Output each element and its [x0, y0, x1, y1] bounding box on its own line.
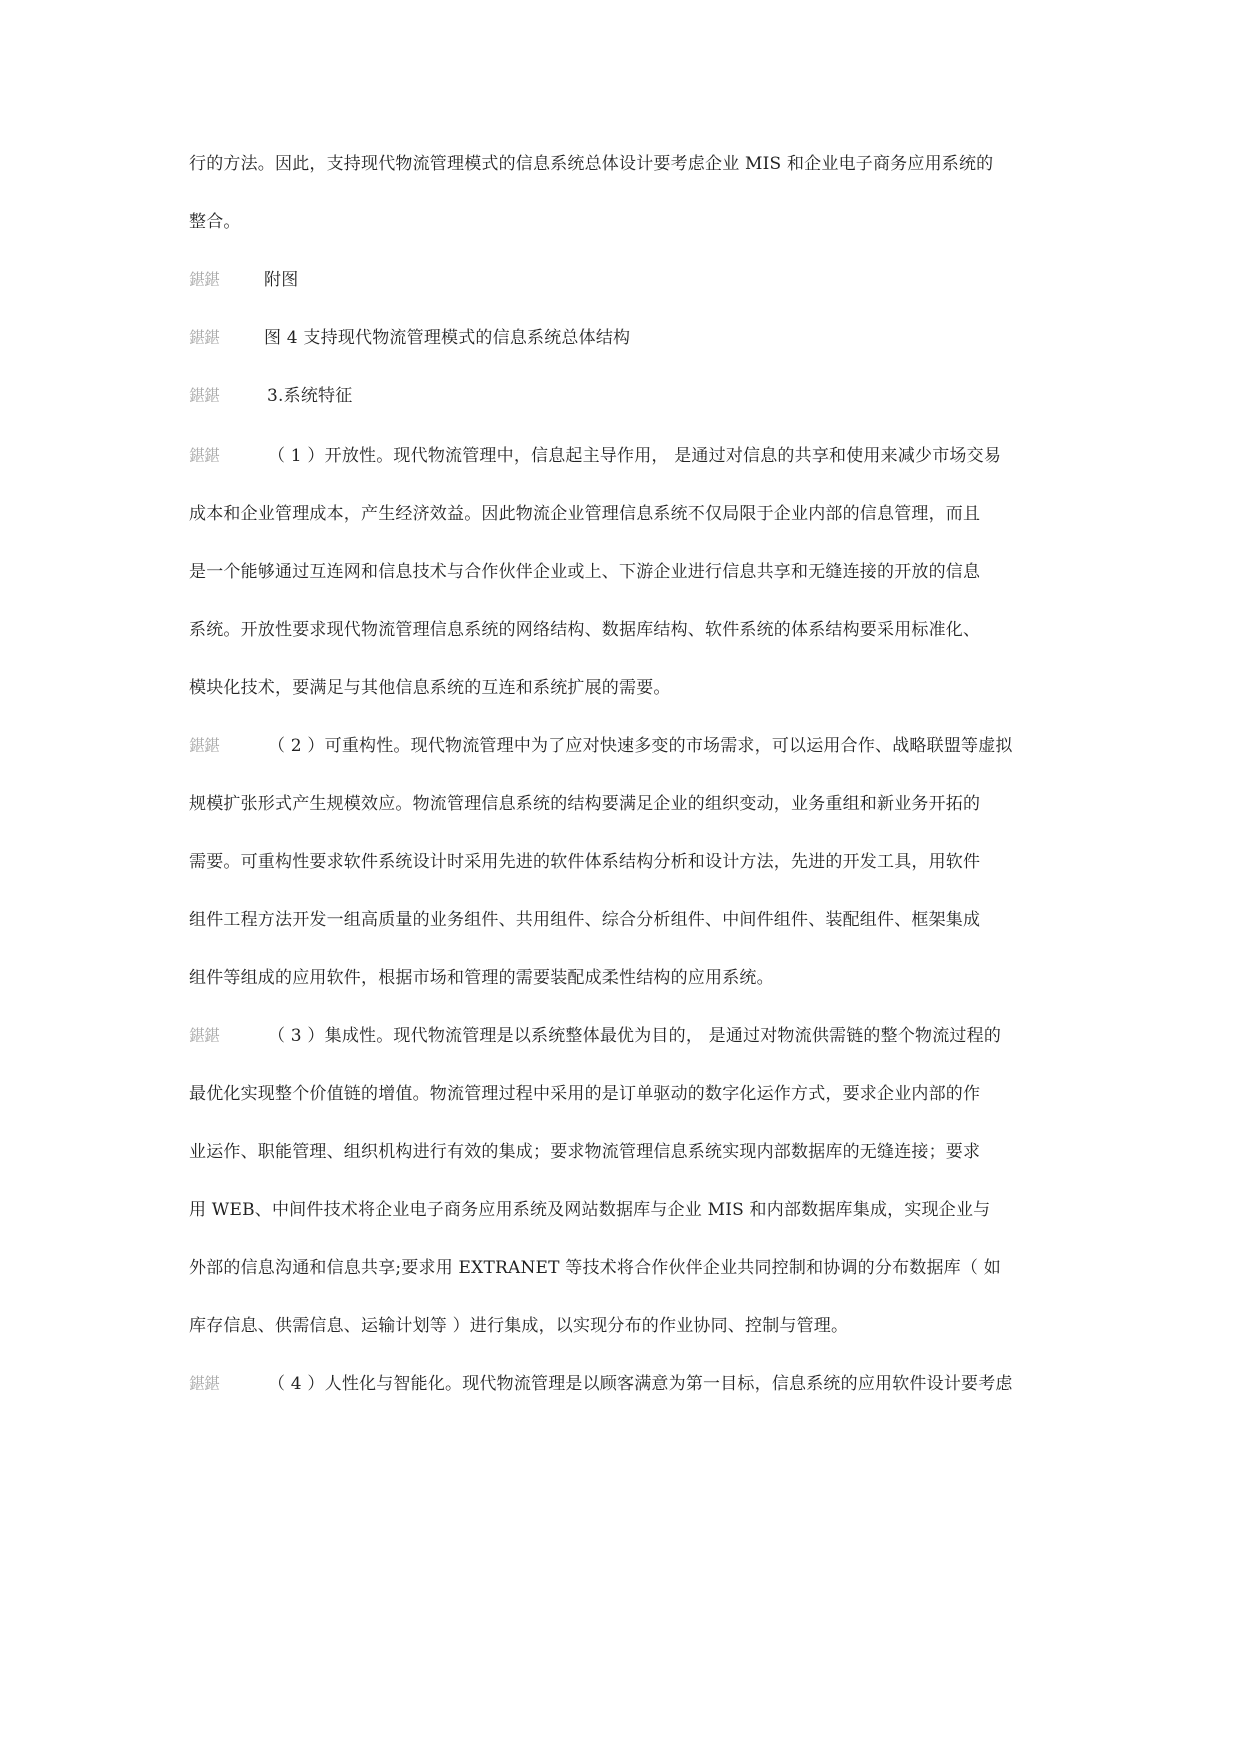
text-line: 整合。 [189, 212, 241, 232]
text-line: 模块化技术，要满足与其他信息系统的互连和系统扩展的需要。 [189, 678, 671, 698]
garbled-marker: 鍖鍖 [189, 1374, 220, 1393]
text-line [189, 384, 1059, 408]
garbled-marker: 鍖鍖 [189, 736, 220, 755]
text-line: 鍖鍖 （ 2 ）可重构性。现代物流管理中为了应对快速多变的市场需求，可以运用合作、战略联盟等虚拟 [189, 736, 1013, 756]
text-line: 业运作、职能管理、组织机构进行有效的集成；要求物流管理信息系统实现内部数据库的无缝连接；要求 [189, 1142, 981, 1162]
text-line: 成本和企业管理成本，产生经济效益。因此物流企业管理信息系统不仅局限于企业内部的信息管理，而且 [189, 504, 981, 524]
text-line: 鍖鍖 （ 1 ）开放性。现代物流管理中，信息起主导作用， 是通过对信息的共享和使用来减少市场交易 [189, 446, 1002, 466]
text-line: 需要。可重构性要求软件系统设计时采用先进的软件体系结构分析和设计方法，先进的开发工具，用软件 [189, 852, 981, 872]
text-line: 库存信息、供需信息、运输计划等 ）进行集成，以实现分布的作业协同、控制与管理。 [189, 1316, 849, 1336]
text-line: 组件等组成的应用软件，根据市场和管理的需要装配成柔性结构的应用系统。 [189, 968, 774, 988]
garbled-marker: 鍖鍖 [189, 386, 220, 405]
text-line: 行的方法。因此，支持现代物流管理模式的信息系统总体设计要考虑企业 MIS 和企业电子商务应用系统的 [189, 154, 994, 174]
figure-caption-label: 附图 [264, 270, 299, 290]
garbled-marker: 鍖鍖 [189, 328, 220, 347]
text-line: 外部的信息沟通和信息共享;要求用 EXTRANET 等技术将合作伙伴企业共同控制和协调的分布数据库（ 如 [189, 1258, 1001, 1278]
text-line: 鍖鍖 （ 3 ）集成性。现代物流管理是以系统整体最优为目的， 是通过对物流供需链的整个物流过程的 [189, 1026, 1002, 1046]
garbled-marker: 鍖鍖 [189, 446, 220, 465]
text-line: 系统。开放性要求现代物流管理信息系统的网络结构、数据库结构、软件系统的体系结构要采用标准化、 [189, 620, 981, 640]
section-heading: 3.系统特征 [267, 386, 353, 406]
figure-caption: 图 4 支持现代物流管理模式的信息系统总体结构 [264, 328, 631, 348]
garbled-marker: 鍖鍖 [189, 1026, 220, 1045]
garbled-marker: 鍖鍖 [189, 270, 220, 289]
text-line [189, 268, 1059, 292]
text-line: 规模扩张形式产生规模效应。物流管理信息系统的结构要满足企业的组织变动，业务重组和新业务开拓的 [189, 794, 981, 814]
text-line: 最优化实现整个价值链的增值。物流管理过程中采用的是订单驱动的数字化运作方式，要求企业内部的作 [189, 1084, 981, 1104]
text-line: 组件工程方法开发一组高质量的业务组件、共用组件、综合分析组件、中间件组件、装配组件、框架集成 [189, 910, 981, 930]
text-line: 鍖鍖 （ 4 ）人性化与智能化。现代物流管理是以顾客满意为第一目标，信息系统的应用软件设计要考虑 [189, 1374, 1013, 1394]
text-line: 用 WEB、中间件技术将企业电子商务应用系统及网站数据库与企业 MIS 和内部数据库集成，实现企业与 [189, 1200, 991, 1220]
text-line [189, 326, 1059, 350]
text-line: 是一个能够通过互连网和信息技术与合作伙伴企业或上、下游企业进行信息共享和无缝连接的开放的信息 [189, 562, 981, 582]
